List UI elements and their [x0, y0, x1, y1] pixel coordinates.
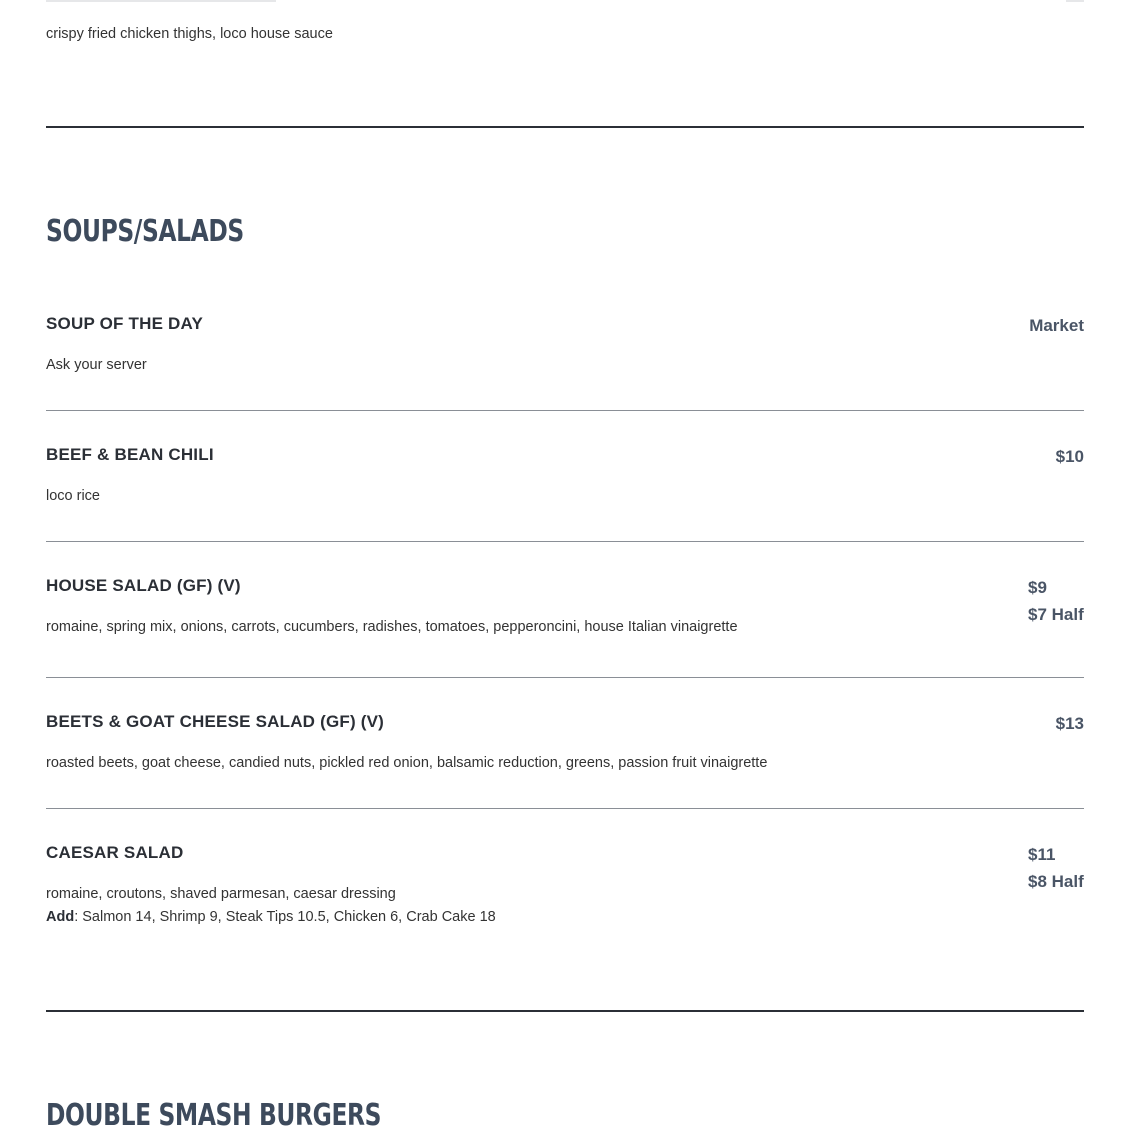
item-description: crispy fried chicken thighs, loco house sauce — [46, 26, 333, 42]
section-title-burgers: DOUBLE SMASH BURGERS — [46, 1098, 382, 1133]
item-description: roasted beets, goat cheese, candied nuts, pickled red onion, balsamic reduction, greens, passion fruit vinaigrette — [46, 755, 768, 771]
item-price-half: $7 Half — [1028, 605, 1084, 624]
item-description-text: romaine, croutons, shaved parmesan, caesar dressing — [46, 886, 396, 902]
item-name: HOUSE SALAD (GF) (V) — [46, 576, 241, 595]
item-price-half: $8 Half — [1028, 872, 1084, 891]
item-add-ons — [46, 906, 496, 929]
item-name: CAESAR SALAD — [46, 843, 184, 862]
item-name: BEEF & BEAN CHILI — [46, 445, 214, 464]
item-divider — [46, 541, 1084, 542]
item-name: SOUP OF THE DAY — [46, 314, 203, 333]
section-divider — [46, 126, 1084, 128]
item-divider — [46, 410, 1084, 411]
item-price: $9 — [1028, 578, 1047, 597]
cut-off-item-name — [46, 0, 276, 2]
item-price: $13 — [1055, 714, 1084, 733]
item-divider — [46, 808, 1084, 809]
section-title-soups-salads: SOUPS/SALADS — [46, 214, 244, 249]
section-divider — [46, 1010, 1084, 1012]
item-name: BEETS & GOAT CHEESE SALAD (GF) (V) — [46, 712, 384, 731]
item-price: $10 — [1055, 447, 1084, 466]
item-price: Market — [1029, 316, 1084, 335]
item-description: Ask your server — [46, 357, 147, 373]
cut-off-item-price — [1066, 0, 1084, 2]
item-divider — [46, 677, 1084, 678]
item-price: $11 — [1028, 845, 1056, 864]
item-description — [46, 883, 496, 929]
item-description: loco rice — [46, 488, 100, 504]
item-description: romaine, spring mix, onions, carrots, cucumbers, radishes, tomatoes, pepperoncini, house Italian vinaigrette — [46, 619, 738, 635]
add-options: : Salmon 14, Shrimp 9, Steak Tips 10.5, Chicken 6, Crab Cake 18 — [74, 909, 496, 925]
add-label: Add — [46, 909, 75, 925]
menu-page — [46, 0, 1084, 1133]
